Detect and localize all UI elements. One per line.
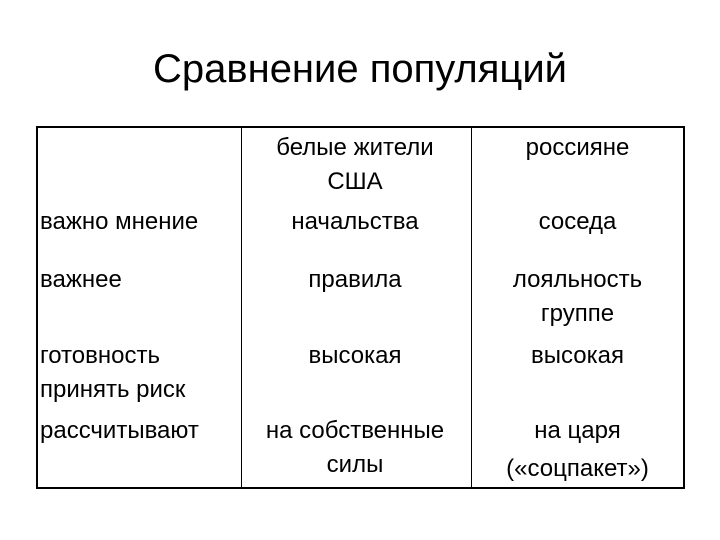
header-col-russians: россияне [525,134,630,161]
cell-important-usa: правила [308,266,402,293]
slide-title: Сравнение популяций [152,47,568,91]
cell-rely-russians-line2: («соцпакет») [506,455,649,482]
row-label-risk-line1: готовность [40,342,160,369]
cell-important-russians-line1: лояльность [512,266,643,293]
cell-rely-usa-line2: силы [326,451,384,478]
row-label-rely-on: рассчитывают [40,417,199,444]
cell-important-russians-line2: группе [540,300,615,327]
row-label-risk-line2: принять риск [40,376,186,403]
cell-risk-usa: высокая [308,342,402,369]
cell-risk-russians: высокая [531,342,624,369]
header-col-usa-line1: белые жители [276,134,434,161]
cell-rely-usa-line1: на собственные [265,417,445,444]
header-col-usa-line2: США [327,168,383,195]
cell-opinion-russians: соседа [538,208,617,235]
row-label-more-important: важнее [40,266,122,293]
cell-rely-russians-line1: на царя [534,417,621,444]
cell-opinion-usa: начальства [291,208,419,235]
row-label-opinion: важно мнение [40,208,199,235]
